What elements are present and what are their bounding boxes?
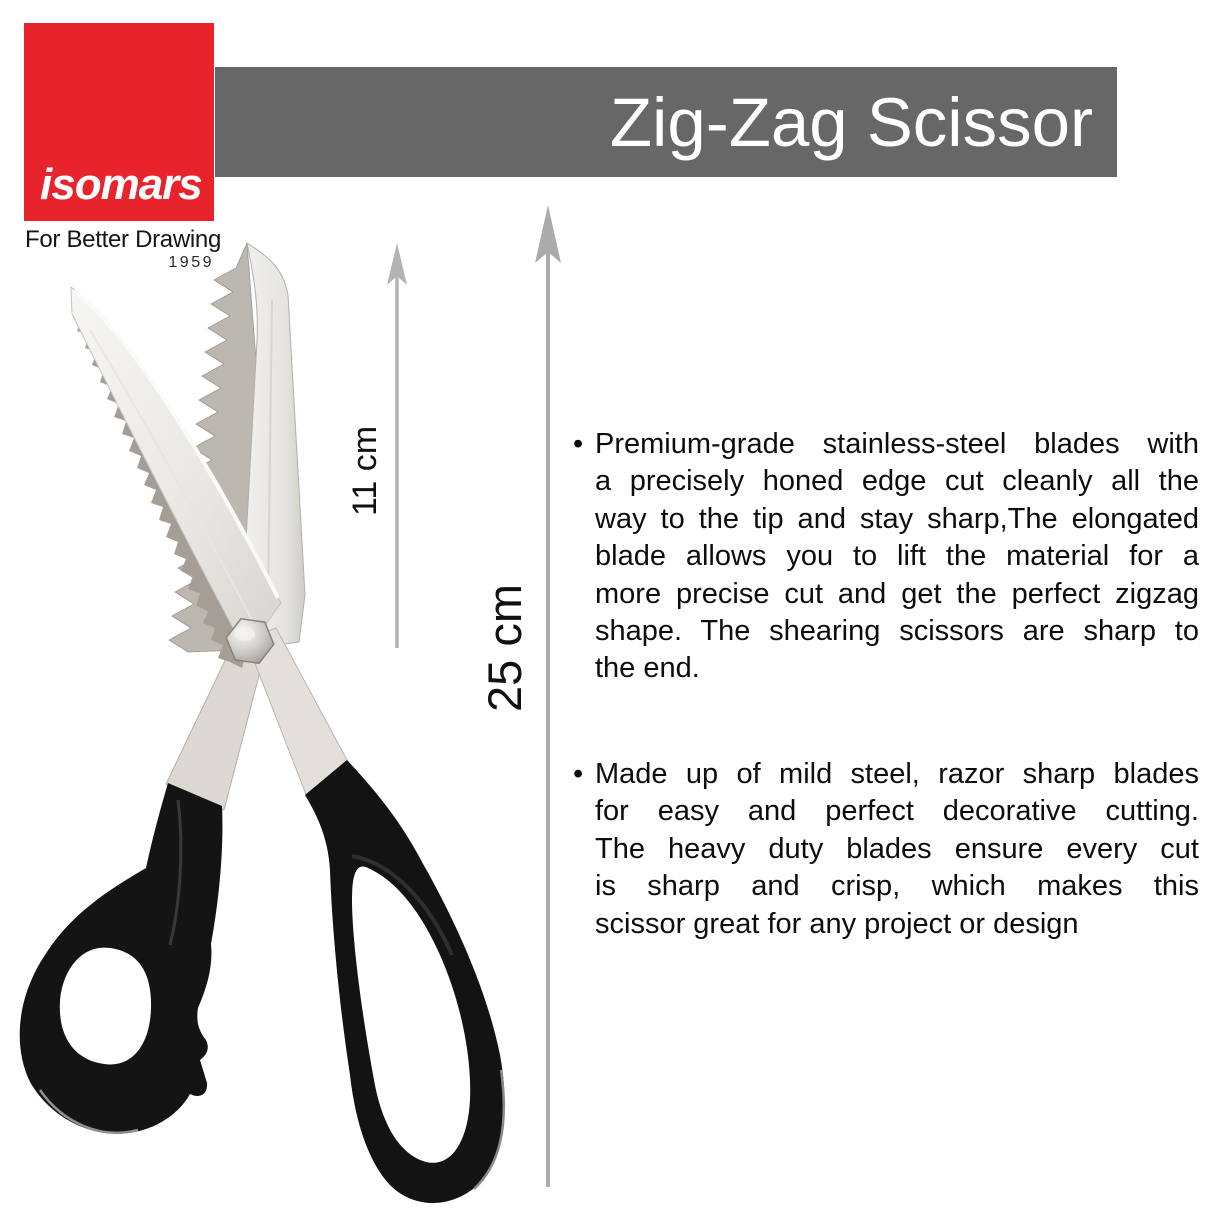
- page-title: Zig-Zag Scissor: [609, 83, 1093, 161]
- bullet-line: shape. The shearing scissors are sharp to: [595, 615, 1199, 648]
- pivot-screw-highlight: [235, 627, 255, 641]
- feature-bullet-steel: [573, 756, 1199, 943]
- handle-ring-small: [20, 783, 223, 1134]
- feature-bullet-blades: [573, 426, 1199, 688]
- overall-length-label: 25 cm: [478, 584, 531, 712]
- bullet-line: a precisely honed edge cut cleanly all the: [595, 465, 1199, 498]
- bullet-line: scissor great for any project or design: [595, 907, 1079, 940]
- blade-length-label: 11 cm: [346, 425, 384, 517]
- bullet-line: more precise cut and get the perfect zigzag: [595, 577, 1199, 610]
- bullet-marker: •: [573, 428, 584, 460]
- handle-loop-large: [305, 760, 505, 1203]
- blade-length-arrow: [387, 243, 407, 648]
- bullet-line: blade allows you to lift the material for a: [595, 540, 1199, 573]
- overall-length-arrow: [535, 205, 561, 1187]
- scissor-tang-left: [166, 646, 262, 810]
- brand-logo-text: isomars: [40, 160, 202, 209]
- brand-tagline: For Better Drawing: [25, 226, 221, 253]
- bullet-line: Premium-grade stainless-steel blades with: [595, 428, 1199, 460]
- bullet-line: The heavy duty blades ensure every cut: [595, 832, 1199, 865]
- bullet-marker: •: [573, 758, 584, 790]
- bullet-line: the end.: [595, 652, 700, 685]
- brand-year: 1959: [168, 254, 214, 271]
- bullet-line: for easy and perfect decorative cutting.: [595, 795, 1199, 828]
- bullet-line: is sharp and crisp, which makes this: [595, 870, 1199, 903]
- bullet-line: Made up of mild steel, razor sharp blades: [595, 758, 1199, 790]
- bullet-line: way to the tip and stay sharp,The elongated: [595, 502, 1199, 535]
